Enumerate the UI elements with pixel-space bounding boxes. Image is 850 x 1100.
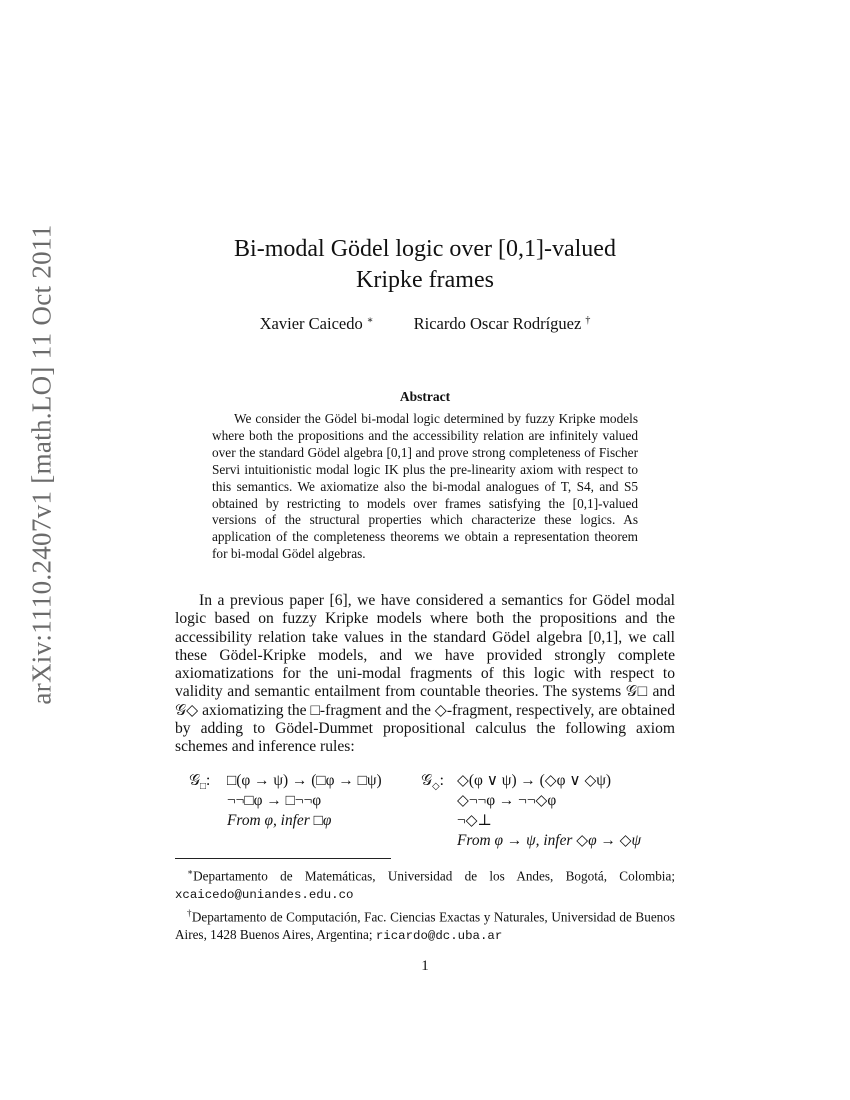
page-number: 1 [421, 958, 429, 974]
author-2-name: Ricardo Oscar Rodríguez [413, 314, 582, 333]
author-1 [260, 314, 374, 334]
box-axiom-negneg: ¬¬□φ → □¬¬φ [227, 792, 322, 809]
diamond-axiom-negneg: ◇¬¬φ → ¬¬◇φ [457, 792, 557, 809]
abstract-text: We consider the Gödel bi-modal logic determined by fuzzy Kripke models where both the propositions and the accessibility relation are infinitely valued over the standard Gödel algebra [0,1] and prove strong completeness of Fischer Servi intuitionistic modal logic IK plus the pre-linearity axiom with respect to this semantics. We axiomatize also the bi-modal analogues of T, S4, and S5 obtained by restricting to models over frames satisfying the [0,1]-valued versions of the structural properties which characterize these logics. As application of the completeness theorems we obtain a representation theorem for bi-modal Gödel algebras. [212, 411, 638, 562]
diamond-axiom-disjunction: ◇(φ ∨ ψ) → (◇φ ∨ ◇ψ) [457, 772, 612, 789]
body-paragraph-1: In a previous paper [6], we have considered a semantics for Gödel modal logic based on fuzzy Kripke models where both the propositions and the accessibility relation take values in the standard Gödel algebra [0,1], we call these Gödel-Kripke models, and we have provided strongly complete axiomatizations for the uni-modal fragments of this logic with respect to validity and semantic entailment from countable theories. The systems 𝒢□ and 𝒢◇ axiomatizing the □-fragment and the ◇-fragment, respectively, are obtained by adding to Gödel-Dummet propositional calculus the following axiom schemes and inference rules: [175, 592, 675, 756]
box-system-letter: 𝒢 [189, 772, 200, 789]
author-2-mark: † [585, 314, 591, 326]
arxiv-identifier-stamp [22, 223, 62, 705]
diamond-inference-rule: From φ → ψ, infer ◇φ → ◇ψ [457, 832, 642, 849]
footnote-1 [175, 864, 675, 905]
paper-title [175, 234, 675, 296]
footnote-2-affiliation: Departamento de Computación, Fac. Ciencias Exactas y Naturales, Universidad de Buenos Aires, 1428 Buenos Aires, Argentina; [175, 908, 675, 942]
diamond-system-letter: 𝒢 [421, 772, 432, 789]
author-2 [414, 314, 591, 334]
abstract-heading: Abstract [399, 389, 451, 404]
author-1-mark: ∗ [366, 314, 374, 326]
footnote-1-mark: ∗ [187, 867, 194, 877]
footnote-1-affiliation: Departamento de Matemáticas, Universidad de los Andes, Bogotá, Colombia; [193, 868, 675, 884]
box-system-subscript: □ [199, 781, 207, 793]
box-inference-rule: From φ, infer □φ [227, 812, 332, 829]
diamond-axiom-bottom: ¬◇⊥ [457, 812, 492, 829]
footnote-1-email[interactable]: xcaicedo@uniandes.edu.co [175, 887, 354, 902]
diamond-system-label: 𝒢$_◇$: [421, 772, 444, 793]
author-1-name: Xavier Caicedo [259, 314, 363, 333]
footnote-2 [175, 905, 675, 946]
arxiv-identifier-text: arXiv:1110.2407v1 [math.LO] 11 Oct 2011 [26, 223, 57, 705]
footnote-2-email[interactable]: ricardo@dc.uba.ar [375, 928, 503, 943]
title-line-1: Bi-modal Gödel logic over [0,1]-valued [234, 236, 616, 262]
author-list [175, 314, 675, 334]
box-system-label: 𝒢$_□$: [189, 772, 211, 793]
box-axiom-k: □(φ → ψ) → (□φ → □ψ) [227, 772, 382, 789]
footnote-separator [175, 858, 391, 859]
footnote-2-mark: † [187, 907, 192, 918]
footnotes [175, 864, 675, 945]
diamond-system-subscript: ◇ [431, 781, 440, 793]
title-line-2: Kripke frames [356, 267, 494, 293]
